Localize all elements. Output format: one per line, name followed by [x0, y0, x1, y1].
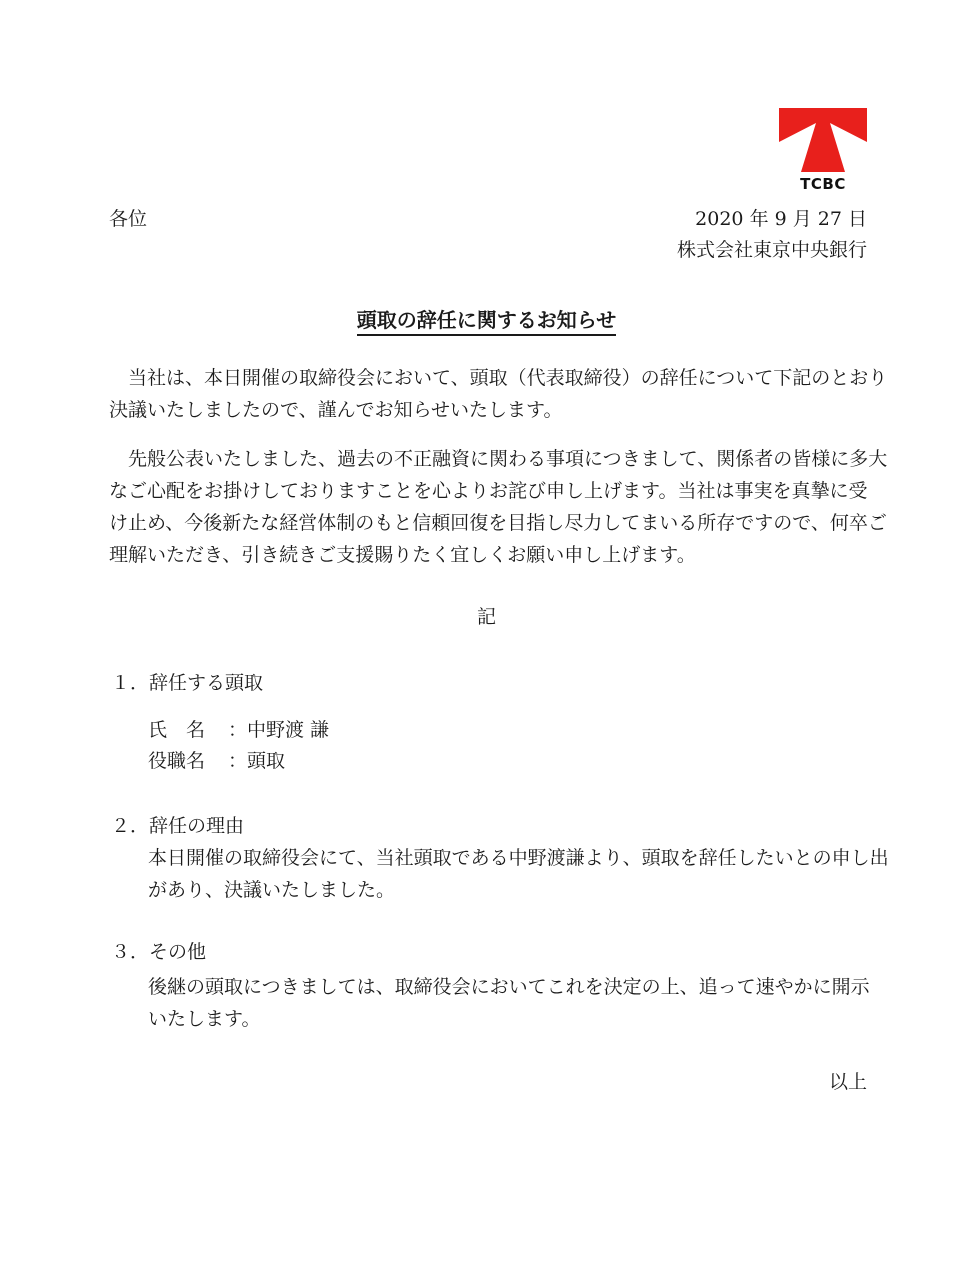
section-1-heading: １．辞任する頭取: [111, 672, 264, 694]
addressee: 各位: [109, 208, 148, 230]
position-row: [148, 752, 285, 771]
document-date: 2020 年 9 月 27 日: [695, 208, 867, 230]
paragraph-line: け止め、今後新たな経営体制のもと信頼回復を目指し尽力してまいる所存ですので、何卒ご: [109, 512, 887, 534]
section-2-line: 本日開催の取締役会にて、当社頭取である中野渡謙より、頭取を辞任したいとの申し出: [148, 847, 889, 869]
position-label: 役職名: [148, 750, 206, 772]
closing-text: 以上: [828, 1071, 867, 1093]
paragraph-line: 決議いたしましたので、謹んでお知らせいたします。: [109, 399, 563, 421]
tcbc-logo: [779, 108, 867, 194]
section-2-line: があり、決議いたしました。: [148, 879, 396, 901]
page-title-text: 頭取の辞任に関するお知らせ: [357, 308, 616, 336]
section-3-line: 後継の頭取につきましては、取締役会においてこれを決定の上、追って速やかに開示: [148, 976, 870, 998]
section-2-heading: ２．辞任の理由: [111, 815, 245, 837]
company-name: 株式会社東京中央銀行: [676, 239, 867, 261]
section-3-heading: ３．その他: [111, 941, 207, 963]
tcbc-logo-icon: [779, 108, 867, 174]
name-label: 氏 名: [148, 719, 206, 741]
paragraph-line: 当社は、本日開催の取締役会において、頭取（代表取締役）の辞任について下記のとおり: [109, 367, 888, 389]
paragraph-line: 理解いただき、引き続きご支援賜りたく宜しくお願い申し上げます。: [109, 544, 696, 566]
name-row: [148, 721, 329, 740]
intro-paragraph: [109, 362, 888, 426]
name-value: ：中野渡 謙: [228, 719, 330, 741]
apology-paragraph: [109, 443, 888, 571]
paragraph-line: 先般公表いたしました、過去の不正融資に関わる事項につきまして、関係者の皆様に多大: [109, 448, 888, 470]
page-title: [0, 304, 973, 333]
ki-marker: 記: [476, 606, 496, 628]
paragraph-line: なご心配をお掛けしておりますことを心よりお詫び申し上げます。当社は事実を真摯に受: [109, 480, 868, 502]
section-3-line: いたします。: [148, 1008, 261, 1030]
logo-text: TCBC: [800, 175, 846, 193]
position-value: ：頭取: [228, 750, 286, 772]
